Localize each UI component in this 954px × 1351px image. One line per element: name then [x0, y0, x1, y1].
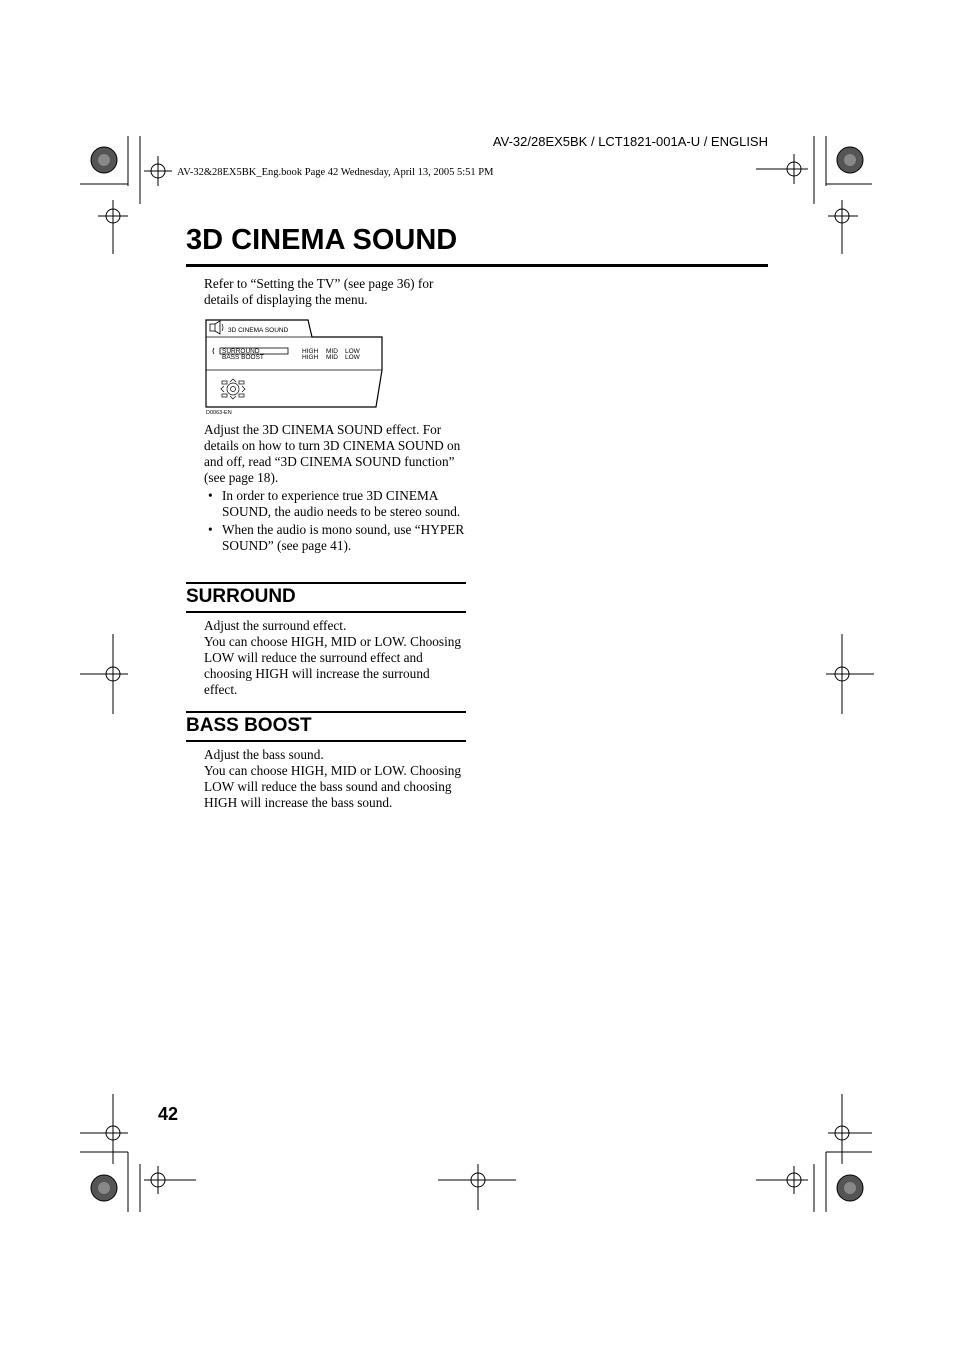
registration-mark-top-right: [756, 136, 876, 266]
bullet-symbol: •: [208, 522, 213, 537]
bass-boost-line-2: You can choose HIGH, MID or LOW. Choosing LOW will reduce the bass sound and choosing HIGH will increase the bass sound.: [204, 763, 462, 810]
figure-code: D0063-EN: [206, 410, 232, 416]
list-item: [204, 488, 466, 520]
document-code: AV-32/28EX5BK / LCT1821-001A-U / ENGLISH: [492, 134, 768, 149]
title-rule: [186, 264, 768, 267]
surround-line-1: Adjust the surround effect.: [204, 618, 347, 633]
menu-row-bass-opt-mid: MID: [326, 354, 338, 361]
page-title: 3D CINEMA SOUND: [186, 224, 458, 256]
menu-tab-label: 3D CINEMA SOUND: [228, 327, 289, 334]
bass-boost-description: [204, 747, 466, 811]
bass-boost-heading: BASS BOOST: [186, 715, 312, 736]
list-item-text: When the audio is mono sound, use “HYPER SOUND” (see page 41).: [222, 522, 465, 553]
registration-mark-mid-right: [826, 634, 876, 714]
bullet-symbol: •: [208, 488, 213, 503]
registration-mark-top-left: [80, 136, 180, 266]
book-info-line: AV-32&28EX5BK_Eng.book Page 42 Wednesday, April 13, 2005 5:51 PM: [177, 167, 494, 178]
surround-top-rule: [186, 582, 466, 584]
registration-mark-mid-left: [80, 634, 130, 714]
bass-boost-top-rule: [186, 711, 466, 713]
menu-row-surround-opt-mid: MID: [326, 348, 338, 355]
menu-figure: [204, 318, 388, 418]
bass-boost-bottom-rule: [186, 740, 466, 742]
surround-line-2: You can choose HIGH, MID or LOW. Choosing LOW will reduce the surround effect and choosing HIGH will increase the surround effect.: [204, 634, 462, 697]
menu-row-surround-opt-high: HIGH: [302, 348, 319, 355]
surround-heading: SURROUND: [186, 586, 296, 607]
list-item-text: In order to experience true 3D CINEMA SOUND, the audio needs to be stereo sound.: [222, 488, 461, 519]
menu-row-surround-opt-low: LOW: [345, 348, 360, 355]
registration-mark-bottom-center: [438, 1164, 518, 1214]
effect-paragraph: Adjust the 3D CINEMA SOUND effect. For details on how to turn 3D CINEMA SOUND on and off, read “3D CINEMA SOUND function” (see page 18).: [204, 422, 461, 485]
notes-list: [204, 488, 466, 556]
menu-row-bass-opt-low: LOW: [345, 354, 360, 361]
bass-boost-line-1: Adjust the bass sound.: [204, 747, 324, 762]
registration-mark-bottom-right: [756, 1094, 876, 1214]
surround-bottom-rule: [186, 611, 466, 613]
registration-mark-bottom-left: [80, 1094, 200, 1214]
intro-paragraph: Refer to “Setting the TV” (see page 36) for details of displaying the menu.: [204, 276, 434, 307]
list-item: [204, 522, 466, 554]
page-number: 42: [158, 1104, 179, 1124]
surround-description: [204, 618, 466, 698]
menu-row-bass-opt-high: HIGH: [302, 354, 319, 361]
menu-row-surround-label: SURROUND: [222, 348, 260, 355]
menu-row-bass-label: BASS BOOST: [222, 354, 264, 361]
